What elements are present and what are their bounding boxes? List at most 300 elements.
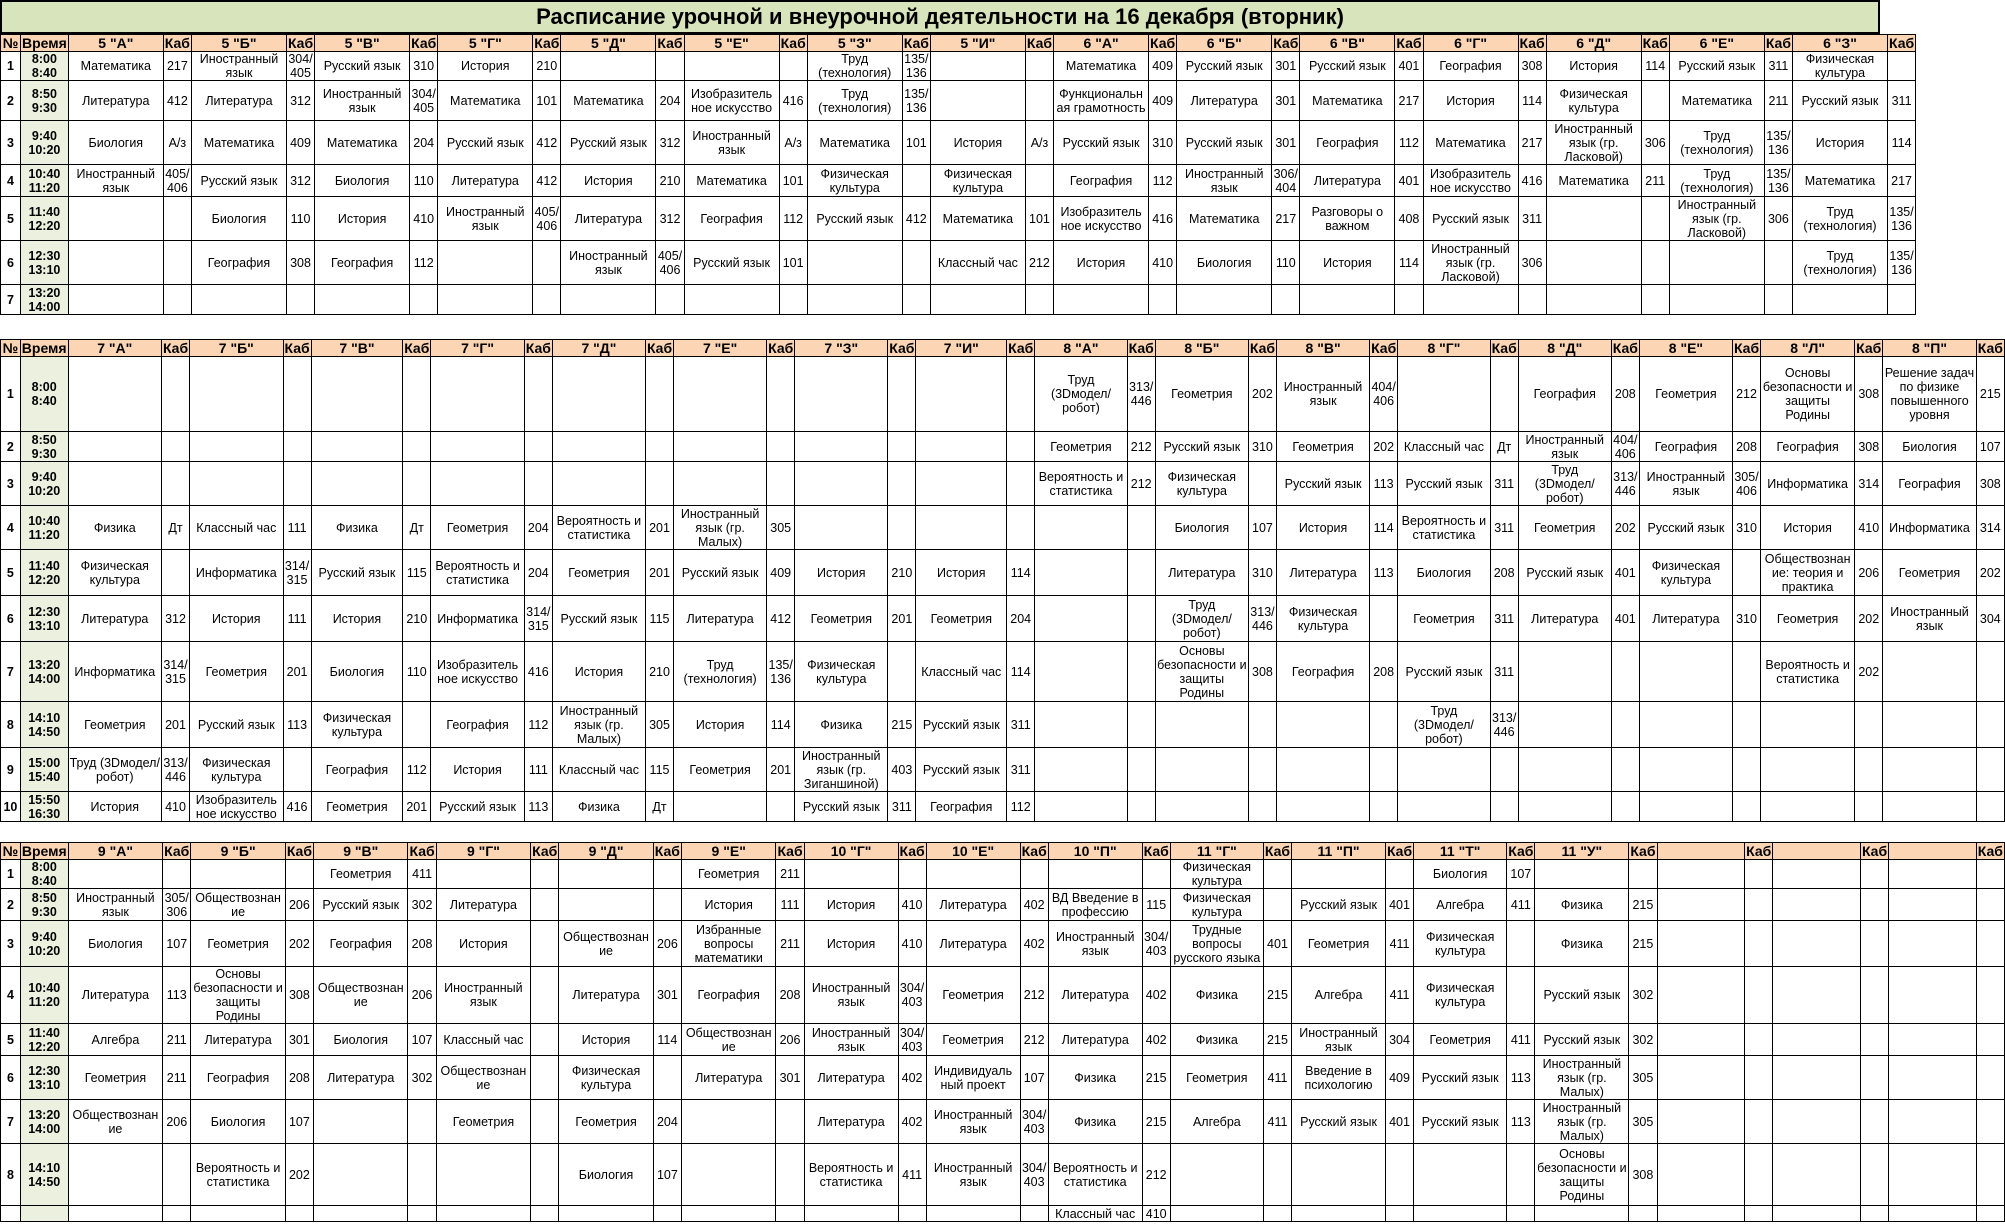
room-cell: 411 [1507, 889, 1535, 921]
room-cell [645, 357, 673, 432]
subject-cell: Русский язык [1292, 1100, 1386, 1144]
subject-cell: Иностранный язык [684, 121, 779, 165]
room-cell: 306 [1641, 121, 1669, 165]
subject-cell [1048, 860, 1142, 889]
room-header: Каб [1026, 35, 1053, 51]
subject-cell [68, 197, 163, 241]
subject-cell: Биология [559, 1144, 654, 1206]
subject-cell [1883, 642, 1976, 702]
subject-cell: Русский язык [807, 197, 902, 241]
room-cell: 101 [902, 121, 930, 165]
subject-cell: География [684, 197, 779, 241]
lesson-time [20, 1206, 68, 1222]
subject-cell: Алгебра [1170, 1100, 1263, 1144]
room-cell: 212 [1142, 1144, 1170, 1206]
subject-cell: Физическая культура [1414, 921, 1507, 967]
room-cell [531, 889, 559, 921]
subject-cell [1155, 702, 1248, 748]
room-cell: 312 [161, 596, 189, 642]
subject-cell [311, 432, 403, 462]
room-cell: 107 [653, 1144, 681, 1206]
lesson-number: 2 [1, 432, 21, 462]
subject-cell: История [916, 550, 1007, 596]
subject-cell: Вероятность и статистика [1048, 1144, 1142, 1206]
room-cell [1149, 285, 1177, 315]
room-header: Каб [654, 843, 680, 859]
room-header: Каб [411, 35, 437, 51]
subject-cell: Русский язык [431, 792, 524, 822]
time-header: Время [22, 35, 67, 51]
subject-cell: Русский язык [1518, 550, 1611, 596]
room-cell: 212 [1020, 1024, 1048, 1056]
subject-cell [559, 1206, 654, 1222]
room-cell [1248, 748, 1276, 792]
subject-cell [1889, 1024, 1977, 1056]
room-cell: 111 [524, 748, 552, 792]
subject-cell [68, 241, 163, 285]
subject-cell: Иностранный язык [1048, 921, 1142, 967]
subject-cell [438, 241, 533, 285]
subject-cell: Обществознан ие [681, 1024, 776, 1056]
subject-cell [1657, 1024, 1745, 1056]
subject-cell: Геометрия [1292, 921, 1386, 967]
subject-cell [1889, 860, 1977, 889]
subject-cell [1518, 702, 1611, 748]
subject-cell: Русский язык [1177, 52, 1272, 81]
subject-cell: Иностранный язык [926, 1100, 1020, 1144]
num-header: № [1, 340, 21, 357]
subject-cell [1035, 792, 1127, 822]
room-cell: 135/ 136 [1764, 121, 1792, 165]
subject-cell: Иностранный язык [1518, 432, 1611, 462]
subject-cell: Введение в психологию [1292, 1056, 1386, 1100]
room-cell [1976, 642, 2004, 702]
subject-cell: Физическая культура [559, 1056, 654, 1100]
room-header: Каб [1371, 340, 1397, 356]
room-cell: 412 [533, 165, 561, 197]
room-cell [902, 165, 930, 197]
room-cell [1629, 1206, 1657, 1222]
subject-cell: Литература [1048, 967, 1142, 1024]
subject-cell [1669, 285, 1764, 315]
room-cell [1855, 748, 1883, 792]
room-cell [408, 1206, 436, 1222]
room-cell [888, 432, 916, 462]
room-cell: 114 [1007, 642, 1035, 702]
class-header: 5 "Г" [438, 35, 533, 52]
room-cell: 112 [1149, 165, 1177, 197]
subject-cell: Русский язык [1639, 506, 1732, 550]
room-cell: 210 [645, 642, 673, 702]
room-cell: 114 [1641, 52, 1669, 81]
room-cell: 135/ 136 [767, 642, 795, 702]
subject-cell [1300, 285, 1395, 315]
class-header: 10 "Г" [804, 843, 898, 860]
room-cell [403, 432, 431, 462]
room-cell: 107 [1976, 432, 2004, 462]
subject-cell [804, 1206, 898, 1222]
room-cell: 304/ 403 [898, 967, 926, 1024]
subject-cell: Геометрия [190, 642, 283, 702]
subject-cell [1292, 860, 1386, 889]
room-cell [1887, 285, 1915, 315]
lesson-row [1, 1144, 2005, 1206]
subject-cell: Русский язык [1535, 1024, 1629, 1056]
room-header: Каб [164, 843, 190, 859]
room-cell [767, 357, 795, 432]
subject-cell: Обществознан ие [191, 889, 286, 921]
room-cell [1127, 596, 1155, 642]
room-cell: 113 [1370, 462, 1398, 506]
room-cell: 310 [410, 52, 438, 81]
room-cell: 115 [645, 748, 673, 792]
room-cell: 202 [1855, 642, 1883, 702]
room-cell: 112 [1395, 121, 1423, 165]
room-cell [533, 241, 561, 285]
subject-cell: Геометрия [1398, 596, 1490, 642]
room-cell: 208 [776, 967, 804, 1024]
time-header: Время [21, 843, 67, 859]
room-cell: Дт [403, 506, 431, 550]
subject-cell: Физика [1048, 1056, 1142, 1100]
room-cell: 114 [1370, 506, 1398, 550]
subject-cell: Математика [315, 121, 410, 165]
lesson-number: 7 [1, 1100, 21, 1144]
room-cell [283, 432, 311, 462]
room-cell: 401 [1263, 921, 1291, 967]
room-cell: 101 [779, 165, 807, 197]
room-cell: 305/ 406 [1732, 462, 1760, 506]
subject-cell [1639, 748, 1732, 792]
subject-cell [431, 462, 524, 506]
room-cell [1745, 1144, 1773, 1206]
subject-cell: Изобразитель ное искусство [1054, 197, 1149, 241]
room-cell: 402 [1142, 1024, 1170, 1056]
subject-cell: История [438, 52, 533, 81]
room-header: Каб [1273, 35, 1299, 51]
subject-cell [313, 1144, 408, 1206]
subject-cell: Геометрия [313, 860, 408, 889]
time-header: Время [21, 340, 67, 356]
room-cell: 201 [888, 596, 916, 642]
room-cell [531, 1144, 559, 1206]
room-cell: 211 [163, 1056, 191, 1100]
room-cell: 409 [1385, 1056, 1413, 1100]
subject-cell: Литература [68, 596, 161, 642]
room-cell: 416 [1149, 197, 1177, 241]
room-cell: А/з [1025, 121, 1053, 165]
subject-cell [68, 357, 161, 432]
subject-cell [1277, 702, 1370, 748]
subject-cell [930, 52, 1025, 81]
room-cell: 411 [1507, 1024, 1535, 1056]
subject-cell: Физическая культура [68, 550, 161, 596]
room-cell: 211 [1641, 165, 1669, 197]
subject-cell [1657, 889, 1745, 921]
subject-cell [930, 81, 1025, 121]
room-cell: 402 [898, 1056, 926, 1100]
room-header: Каб [1021, 843, 1047, 859]
subject-cell: Вероятность и статистика [552, 506, 645, 550]
subject-cell: Русский язык [190, 702, 283, 748]
subject-cell: Труд (технология) [807, 81, 902, 121]
subject-cell: Русский язык [561, 121, 656, 165]
room-cell: 210 [656, 165, 684, 197]
subject-cell: История [681, 889, 776, 921]
room-cell [888, 506, 916, 550]
subject-cell [807, 285, 902, 315]
room-cell [1732, 792, 1760, 822]
room-cell: 312 [656, 197, 684, 241]
subject-cell: Литература [313, 1056, 408, 1100]
room-cell: 202 [285, 1144, 313, 1206]
room-cell [1385, 860, 1413, 889]
class-header: 9 "Е" [681, 843, 776, 860]
room-cell [1745, 967, 1773, 1024]
room-cell: 212 [1025, 241, 1053, 285]
room-cell: 202 [1248, 357, 1276, 432]
room-header: Каб [646, 340, 673, 356]
room-cell: 114 [1887, 121, 1915, 165]
subject-cell: Литература [1300, 165, 1395, 197]
room-cell [1976, 748, 2004, 792]
subject-cell [1889, 1056, 1977, 1100]
subject-cell: Геометрия [1155, 357, 1248, 432]
room-header: Каб [1128, 340, 1154, 356]
room-cell: 135/ 136 [1766, 166, 1791, 195]
subject-cell: Вероятность и статистика [1035, 462, 1127, 506]
subject-cell: Геометрия [926, 1024, 1020, 1056]
subject-cell: Биология [1414, 860, 1507, 889]
room-cell [898, 1206, 926, 1222]
room-header: Каб [1861, 843, 1888, 859]
room-cell: 412 [163, 81, 191, 121]
room-cell [1745, 1056, 1773, 1100]
room-cell [163, 285, 191, 315]
subject-cell: Русский язык [191, 165, 286, 197]
room-cell: 411 [1385, 967, 1413, 1024]
room-header: Каб [1977, 843, 2003, 859]
subject-cell [674, 432, 767, 462]
subject-cell: Литература [438, 165, 533, 197]
room-header: Каб [1856, 340, 1882, 356]
room-cell [767, 432, 795, 462]
class-header: 8 "Л" [1761, 340, 1855, 357]
room-cell [1025, 165, 1053, 197]
room-cell: 208 [408, 921, 436, 967]
subject-cell: Изобразитель ное искусство [190, 792, 283, 822]
subject-cell [1657, 1056, 1745, 1100]
subject-cell: Иностранный язык [926, 1144, 1020, 1206]
class-header: 11 "Г" [1170, 843, 1263, 860]
room-cell [1127, 702, 1155, 748]
room-cell [161, 357, 189, 432]
room-cell [653, 1056, 681, 1100]
subject-cell: История [930, 121, 1025, 165]
subject-cell [807, 241, 902, 285]
subject-cell [68, 285, 163, 315]
room-cell: 204 [653, 1100, 681, 1144]
room-cell: 313/ 446 [1490, 702, 1518, 748]
subject-cell: География [1639, 432, 1732, 462]
subject-cell [1177, 285, 1272, 315]
room-cell: 208 [285, 1056, 313, 1100]
subject-cell: Математика [68, 52, 163, 81]
room-cell: 112 [410, 241, 438, 285]
room-cell: 409 [1149, 52, 1177, 81]
room-cell: 204 [410, 121, 438, 165]
subject-cell: Обществознан ие: теория и практика [1761, 550, 1855, 596]
room-cell: 110 [286, 197, 314, 241]
subject-cell [1546, 285, 1641, 315]
subject-cell: История [1277, 506, 1370, 550]
room-cell: 305 [645, 702, 673, 748]
subject-cell: Иностранный язык (гр. Малых) [552, 702, 645, 748]
room-cell [1507, 921, 1535, 967]
room-cell: 304/ 403 [899, 1025, 925, 1054]
room-cell: 212 [1020, 967, 1048, 1024]
room-cell: 308 [1855, 357, 1883, 432]
room-cell [1020, 1206, 1048, 1222]
subject-cell: Вероятность и статистика [1398, 506, 1490, 550]
subject-cell [1889, 889, 1977, 921]
subject-cell: История [1792, 121, 1887, 165]
room-cell [524, 432, 552, 462]
room-cell [1248, 462, 1276, 506]
room-cell [1025, 52, 1053, 81]
subject-cell: Геометрия [559, 1100, 654, 1144]
room-cell: 112 [403, 748, 431, 792]
subject-cell: Основы безопасности и защиты Родины [191, 967, 286, 1024]
subject-cell [795, 432, 888, 462]
room-cell [1127, 792, 1155, 822]
room-cell [283, 357, 311, 432]
subject-cell: Классный час [1048, 1206, 1142, 1222]
subject-cell: Иностранный язык (гр. Малых) [1535, 1100, 1629, 1144]
class-header: 9 "Б" [191, 843, 286, 860]
subject-cell: Труд (технология) [1792, 197, 1887, 241]
subject-cell [1546, 241, 1641, 285]
room-cell: 111 [283, 596, 311, 642]
room-cell: 110 [403, 642, 431, 702]
lesson-time: 10:40 11:20 [20, 967, 68, 1024]
subject-cell [926, 860, 1020, 889]
room-cell [1976, 702, 2004, 748]
lesson-row [1, 165, 1916, 197]
room-cell [767, 462, 795, 506]
room-cell [1007, 357, 1035, 432]
subject-cell: Изобразитель ное искусство [684, 81, 779, 121]
subject-cell [1889, 1144, 1977, 1206]
room-cell [1007, 462, 1035, 506]
schedule-block-grade-9-11 [0, 842, 2005, 1222]
subject-cell [1889, 1100, 1977, 1144]
subject-cell: География [681, 967, 776, 1024]
subject-cell [561, 52, 656, 81]
subject-cell: Русский язык [1398, 462, 1490, 506]
subject-cell: ВД Введение в профессию [1048, 889, 1142, 921]
room-cell [1976, 1100, 2004, 1144]
room-cell [888, 642, 916, 702]
room-cell: 411 [1263, 1100, 1291, 1144]
subject-cell [916, 432, 1007, 462]
subject-cell [191, 285, 286, 315]
room-cell [524, 357, 552, 432]
room-cell: 311 [1490, 642, 1518, 702]
room-cell [1764, 241, 1792, 285]
class-header: 9 "Д" [559, 843, 654, 860]
subject-cell: Литература [1177, 81, 1272, 121]
room-cell [403, 702, 431, 748]
subject-cell: География [1277, 642, 1370, 702]
subject-cell: Литература [191, 1024, 286, 1056]
room-cell: 306 [1518, 241, 1546, 285]
subject-cell: География [315, 241, 410, 285]
class-header: 6 "А" [1054, 35, 1149, 52]
subject-cell: Русский язык [1054, 121, 1149, 165]
subject-cell [436, 1206, 531, 1222]
lesson-row [1, 52, 1916, 81]
subject-cell: Математика [807, 121, 902, 165]
subject-cell [681, 1144, 776, 1206]
room-cell [776, 1144, 804, 1206]
room-cell: 217 [1395, 81, 1423, 121]
room-cell [1370, 596, 1398, 642]
subject-cell [1170, 1206, 1263, 1222]
lesson-number: 7 [1, 642, 21, 702]
room-cell [1860, 1024, 1888, 1056]
subject-cell [1414, 1144, 1507, 1206]
lesson-time: 10:40 11:20 [21, 165, 69, 197]
subject-cell: Литература [804, 1100, 898, 1144]
subject-cell: Основы безопасности и защиты Родины [1761, 357, 1855, 432]
lesson-row [1, 921, 2005, 967]
room-cell: 305 [1629, 1056, 1657, 1100]
room-cell [1732, 550, 1760, 596]
room-header: Каб [899, 843, 925, 859]
room-cell: 313/ 446 [1248, 596, 1276, 642]
subject-cell: Русский язык [674, 550, 767, 596]
room-cell [1611, 702, 1639, 748]
room-cell: 311 [1007, 702, 1035, 748]
lesson-row [1, 1056, 2005, 1100]
lesson-number: 6 [1, 596, 21, 642]
lesson-row [1, 432, 2005, 462]
room-cell [1745, 1100, 1773, 1144]
room-cell [163, 1144, 191, 1206]
room-cell [1745, 921, 1773, 967]
subject-cell: Вероятность и статистика [431, 550, 524, 596]
room-cell: 107 [1248, 506, 1276, 550]
class-header: 8 "В" [1277, 340, 1370, 357]
subject-cell: Геометрия [674, 748, 767, 792]
subject-cell [1889, 1206, 1977, 1222]
room-cell [898, 860, 926, 889]
room-cell [653, 1206, 681, 1222]
subject-cell: Математика [1669, 81, 1764, 121]
room-cell [1976, 860, 2004, 889]
room-cell [1976, 1144, 2004, 1206]
lesson-time: 8:00 8:40 [20, 357, 68, 432]
room-cell: 217 [163, 52, 191, 81]
room-cell: 301 [653, 967, 681, 1024]
lesson-number: 1 [1, 52, 21, 81]
room-cell: 308 [1518, 52, 1546, 81]
subject-cell: Геометрия [1883, 550, 1976, 596]
room-cell: 112 [1007, 792, 1035, 822]
room-cell: 401 [1385, 1100, 1413, 1144]
room-cell [653, 889, 681, 921]
